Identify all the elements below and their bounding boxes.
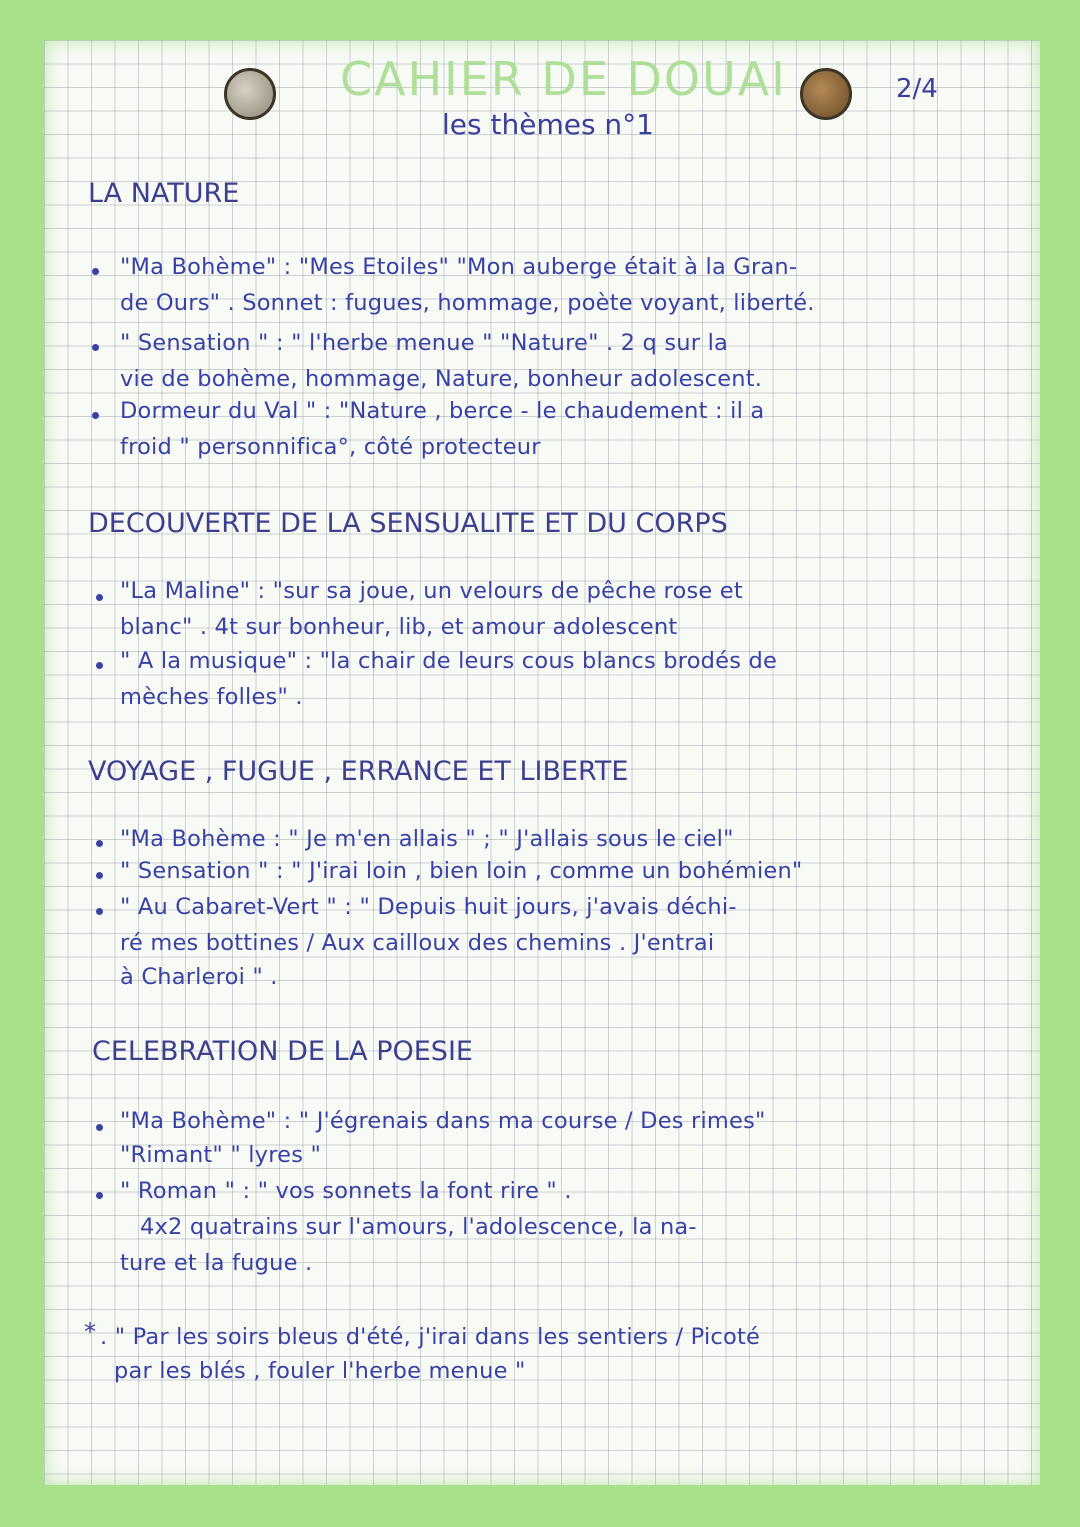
page-number: 2/4 — [896, 74, 938, 104]
text-line: " Au Cabaret-Vert " : " Depuis huit jours, j'avais déchi- — [120, 894, 737, 920]
text-line: "Ma Bohème" : " J'égrenais dans ma course / Des rimes" — [120, 1108, 766, 1134]
bullet — [96, 594, 103, 601]
page-subtitle: les thèmes n°1 — [442, 108, 654, 141]
text-line: "La Maline" : "sur sa joue, un velours de pêche rose et — [120, 578, 743, 604]
bullet — [96, 840, 103, 847]
text-line: froid " personnifica°, côté protecteur — [120, 434, 541, 460]
text-line: blanc" . 4t sur bonheur, lib, et amour adolescent — [120, 614, 678, 640]
text-line: 4x2 quatrains sur l'amours, l'adolescence, la na- — [140, 1214, 697, 1240]
bullet — [96, 1192, 103, 1199]
footnote-line: par les blés , fouler l'herbe menue " — [114, 1358, 526, 1384]
text-line: "Ma Bohème" : "Mes Etoiles" "Mon auberge était à la Gran- — [120, 254, 798, 280]
text-line: "Ma Bohème : " Je m'en allais " ; " J'allais sous le ciel" — [120, 826, 734, 852]
bullet — [92, 268, 99, 275]
binder-hole-right — [800, 68, 852, 120]
text-line: " Sensation " : " J'irai loin , bien loin , comme un bohémien" — [120, 858, 803, 884]
bullet — [96, 662, 103, 669]
section-heading-nature: LA NATURE — [84, 176, 247, 211]
text-line: vie de bohème, hommage, Nature, bonheur adolescent. — [120, 366, 763, 392]
section-heading-poesie: CELEBRATION DE LA POESIE — [88, 1034, 481, 1069]
section-heading-sensualite: DECOUVERTE DE LA SENSUALITE ET DU CORPS — [84, 506, 736, 541]
text-line: Dormeur du Val " : "Nature , berce - le chaudement : il a — [120, 398, 765, 424]
text-line: ré mes bottines / Aux cailloux des chemins . J'entrai — [120, 930, 715, 956]
bullet — [96, 872, 103, 879]
bullet — [96, 1124, 103, 1131]
text-line: de Ours" . Sonnet : fugues, hommage, poète voyant, liberté. — [120, 290, 815, 316]
footnote-marker: * — [84, 1318, 97, 1346]
footnote-line: . " Par les soirs bleus d'été, j'irai dans les sentiers / Picoté — [100, 1324, 761, 1350]
bullet — [92, 344, 99, 351]
text-line: " Sensation " : " l'herbe menue " "Nature" . 2 q sur la — [120, 330, 729, 356]
text-line: "Rimant" " lyres " — [120, 1142, 322, 1168]
binder-hole-left — [224, 68, 276, 120]
text-line: ture et la fugue . — [120, 1250, 313, 1276]
bullet — [96, 908, 103, 915]
text-line: à Charleroi " . — [120, 964, 278, 990]
bullet — [92, 412, 99, 419]
text-line: mèches folles" . — [120, 684, 303, 710]
text-line: " Roman " : " vos sonnets la font rire " . — [120, 1178, 572, 1204]
faded-title: CAHIER DE DOUAI — [340, 52, 787, 106]
section-heading-voyage: VOYAGE , FUGUE , ERRANCE ET LIBERTE — [84, 754, 636, 789]
text-line: " A la musique" : "la chair de leurs cous blancs brodés de — [120, 648, 778, 674]
